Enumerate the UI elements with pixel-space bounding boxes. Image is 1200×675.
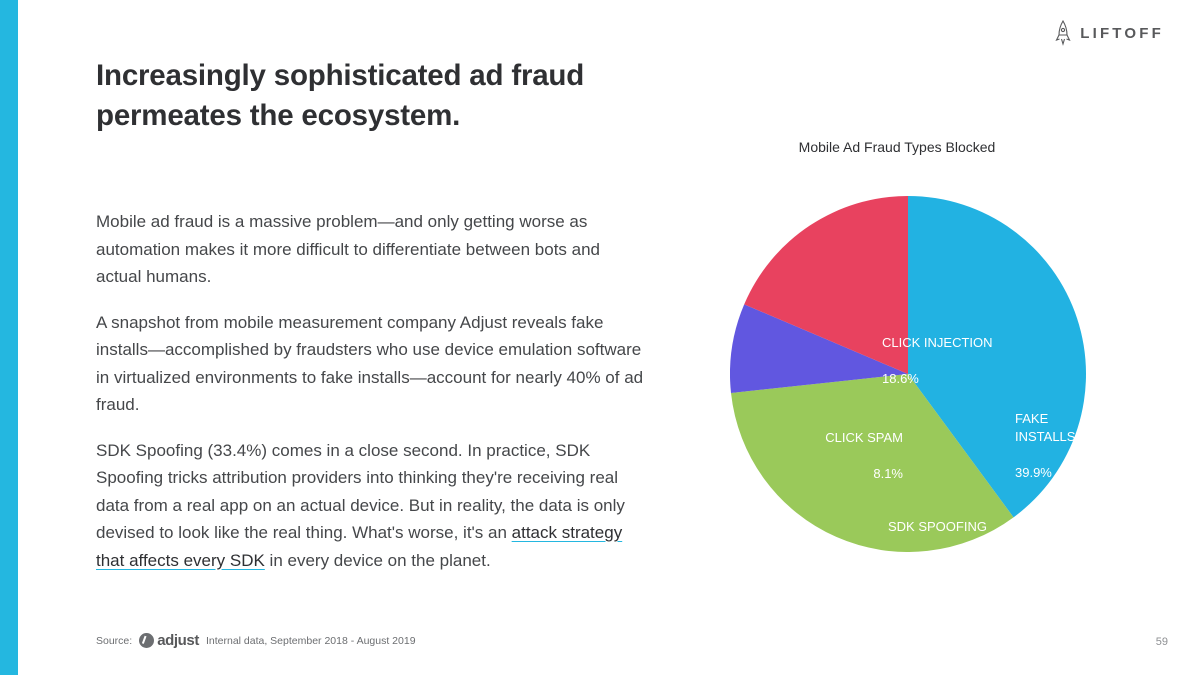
source-note: Internal data, September 2018 - August 2019 bbox=[205, 634, 416, 647]
slice-value-click-spam: 8.1% bbox=[873, 466, 903, 481]
page-title: Increasingly sophisticated ad fraud permeates the ecosystem. bbox=[96, 59, 585, 132]
body-copy bbox=[96, 208, 648, 574]
accent-bar bbox=[0, 0, 18, 675]
attack-strategy-link[interactable]: attack strategy that affects every SDK bbox=[96, 523, 623, 570]
paragraph-2: A snapshot from mobile measurement company Adjust reveals fake installs—accomplished by fraudsters who use device emulation software in virtualized environments to fake installs—account for nearly 40% of ad fraud. bbox=[96, 312, 644, 414]
slice-label-click-injection bbox=[882, 316, 993, 406]
slice-value-fake-installs: 39.9% bbox=[1015, 465, 1052, 480]
paragraph-3 bbox=[96, 437, 648, 575]
page-number: 59 bbox=[1155, 636, 1168, 648]
slice-value-click-injection: 18.6% bbox=[882, 371, 919, 386]
slice-name-fake-installs: FAKE INSTALLS bbox=[1015, 411, 1076, 444]
rocket-icon bbox=[1055, 20, 1071, 46]
chart-title: Mobile Ad Fraud Types Blocked bbox=[798, 139, 996, 155]
adjust-mark-icon bbox=[139, 633, 154, 648]
slice-name-click-spam: CLICK SPAM bbox=[825, 430, 903, 445]
adjust-wordmark: adjust bbox=[157, 632, 199, 649]
slice-name-sdk-spoofing: SDK SPOOFING bbox=[888, 519, 987, 534]
adjust-logo bbox=[139, 632, 199, 649]
paragraph-3-after: in every device on the planet. bbox=[264, 550, 491, 570]
slice-value-sdk-spoofing: 33.4% bbox=[888, 555, 925, 570]
slice-label-fake-installs bbox=[1015, 392, 1086, 500]
pie-figure bbox=[730, 196, 1086, 570]
liftoff-logo bbox=[1055, 20, 1164, 46]
paragraph-3-before: SDK Spoofing (33.4%) comes in a close second. In practice, SDK Spoofing tricks attribution providers into thinking they're receiving real data from a real app on an actual device. But in reality, the data is only devised to look like the real thing. What's worse, it's an bbox=[96, 440, 625, 542]
slice-label-click-spam bbox=[815, 411, 903, 501]
source-attribution bbox=[96, 632, 416, 649]
logo-text: LIFTOFF bbox=[1080, 24, 1164, 42]
paragraph-1: Mobile ad fraud is a massive problem—and only getting worse as automation makes it more difficult to differentiate between bots and actual humans. bbox=[96, 212, 600, 286]
pie-chart bbox=[662, 130, 1162, 600]
source-label: Source: bbox=[96, 634, 133, 647]
slice-label-sdk-spoofing bbox=[888, 500, 987, 590]
slice-name-click-injection: CLICK INJECTION bbox=[882, 335, 993, 350]
